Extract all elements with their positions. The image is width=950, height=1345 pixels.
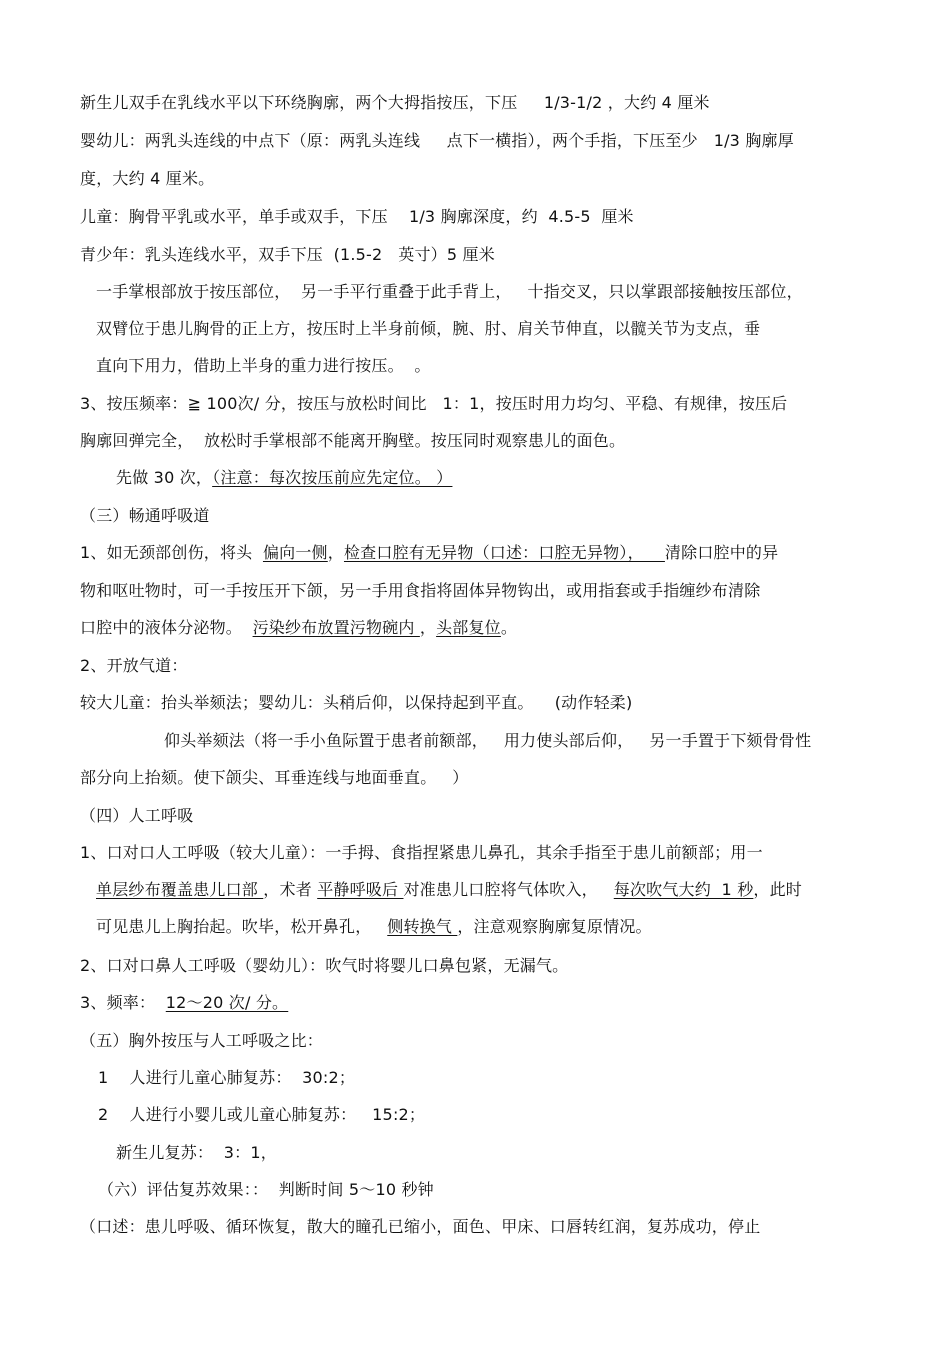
text-line: 先做 30 次，（注意：每次按压前应先定位。 ） [116,468,453,487]
text-line: 2、口对口鼻人工呼吸（婴幼儿）：吹气时将婴儿口鼻包紧，无漏气。 [80,956,569,975]
underlined-phrase: 污染纱布放置污物碗内 [252,618,420,637]
underlined-phrase: 头部复位 [436,618,501,637]
section-heading: （五）胸外按压与人工呼吸之比： [80,1031,324,1050]
section-heading: （三）畅通呼吸道 [80,506,210,525]
underlined-phrase: 偏向一侧 [262,543,328,562]
text-line: 新生儿复苏： 3：1， [116,1143,277,1162]
text-line: 新生儿双手在乳线水平以下环绕胸廓，两个大拇指按压，下压 1/3-1/2 ，大约 4 厘米 [80,93,710,112]
text-line: 1、口对口人工呼吸（较大儿童）：一手拇、食指捏紧患儿鼻孔，其余手指至于患儿前额部；用一 [80,843,763,862]
text-line: 青少年：乳头连线水平，双手下压 (1.5-2 英寸）5 厘米 [80,245,495,264]
text-line: 2 人进行小婴儿或儿童心肺复苏： 15:2； [98,1105,426,1124]
text-line: 一手掌根部放于按压部位， 另一手平行重叠于此手背上， 十指交叉，只以掌跟部接触按压部位， [96,282,803,301]
text-line: 度，大约 4 厘米。 [80,169,215,188]
text-line: 3、频率： 12～20 次/ 分。 [80,993,289,1012]
underlined-phrase: 12～20 次/ 分。 [165,993,289,1012]
text-line: 单层纱布覆盖患儿口部 ，术者 平静呼吸后 对准患儿口腔将气体吹入， 每次吹气大约 1 秒，此时 [96,880,802,899]
text-line: 较大儿童：抬头举颏法；婴幼儿：头稍后仰，以保持起到平直。 (动作轻柔) [80,693,633,712]
text-line: 部分向上抬颏。使下颌尖、耳垂连线与地面垂直。 ） [80,768,469,787]
underlined-phrase: 单层纱布覆盖患儿口部 [96,880,264,899]
text-line: 婴幼儿：两乳头连线的中点下（原：两乳头连线 点下一横指），两个手指，下压至少 1/3 胸廓厚 [80,131,794,150]
text-line: （口述：患儿呼吸、循环恢复，散大的瞳孔已缩小，面色、甲床、口唇转红润，复苏成功，停止 [80,1217,761,1236]
text-line: 直向下用力，借助上半身的重力进行按压。 。 [96,356,431,375]
section-heading: （四）人工呼吸 [80,806,194,825]
text-line: 仰头举颏法（将一手小鱼际置于患者前额部， 用力使头部后仰， 另一手置于下颏骨骨性 [164,731,812,750]
text-line: 儿童：胸骨平乳或水平，单手或双手，下压 1/3 胸廓深度，约 4.5-5 厘米 [80,207,634,226]
underlined-phrase: 平静呼吸后 [317,880,404,899]
underlined-phrase: 侧转换气 [387,917,458,936]
underlined-phrase: 检查口腔有无异物（口述：口腔无异物）， [343,543,665,562]
text-line: 双臂位于患儿胸骨的正上方，按压时上半身前倾，腕、肘、肩关节伸直，以髋关节为支点，垂 [96,319,761,338]
text-line: 3、按压频率：≧ 100次/ 分，按压与放松时间比 1：1，按压时用力均匀、平稳、有规律，按压后 [80,394,788,413]
text-line: 2、开放气道： [80,656,188,675]
section-heading: （六）评估复苏效果：： 判断时间 5～10 秒钟 [98,1180,434,1199]
text-line: 物和呕吐物时，可一手按压开下颌，另一手用食指将固体异物钩出，或用指套或手指缠纱布清除 [80,581,761,600]
text-line: 口腔中的液体分泌物。 污染纱布放置污物碗内 ，头部复位。 [80,618,518,637]
text-line: 胸廓回弹完全， 放松时手掌根部不能离开胸壁。按压同时观察患儿的面色。 [80,431,626,450]
underlined-note: （注意：每次按压前应先定位。 ） [212,468,453,487]
underlined-phrase: 每次吹气大约 1 秒 [613,880,754,899]
text-line: 可见患儿上胸抬起。吹毕，松开鼻孔， 侧转换气 ，注意观察胸廓复原情况。 [96,917,652,936]
text-line: 1、如无颈部创伤，将头 偏向一侧，检查口腔有无异物（口述：口腔无异物）， 清除口腔中的异 [80,543,779,562]
text-line: 1 人进行儿童心肺复苏： 30:2； [98,1068,356,1087]
